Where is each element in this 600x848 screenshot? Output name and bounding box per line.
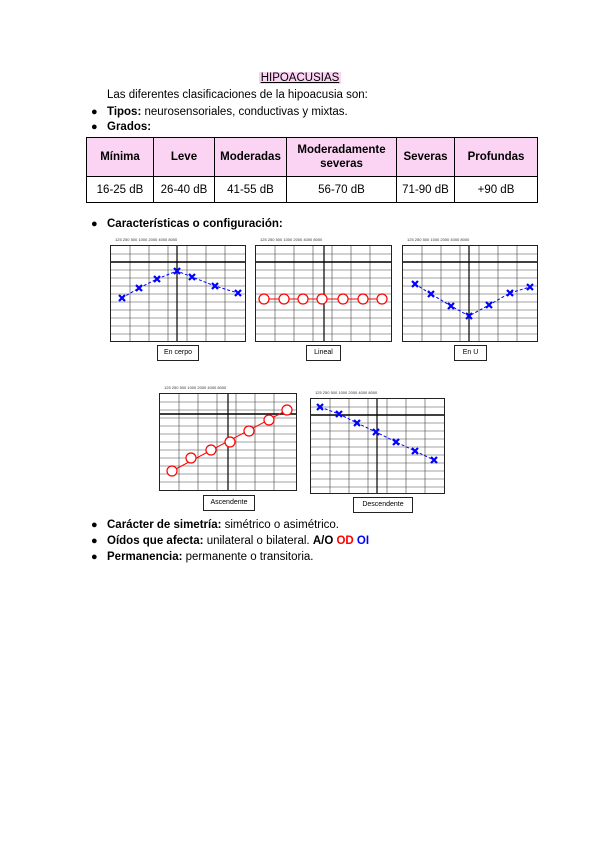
value-leve: 26-40 dB: [154, 177, 215, 203]
audiogram-ascendente-plot: [160, 394, 296, 490]
audiogram-en-u: 125 250 500 1000 2000 4000 8000: [402, 245, 538, 342]
page-title: HIPOACUSIAS: [260, 72, 340, 84]
oi-label: OI: [356, 535, 370, 547]
caption-descendente: Descendente: [353, 497, 413, 513]
bullet-grados: ● Grados:: [91, 121, 152, 133]
caption-ascendente: Ascendente: [203, 495, 255, 511]
audiogram-en-u-plot: [403, 246, 537, 341]
bullet-oidos: ● Oídos que afecta: unilateral o bilateral. A/O OD OI: [91, 535, 370, 547]
caption-en-u: En U: [454, 345, 487, 361]
header-moderadamente-severas: Moderadamente severas: [287, 138, 397, 177]
bullet-simetria: ● Carácter de simetría: simétrico o asimétrico.: [91, 519, 340, 531]
intro-text: Las diferentes clasificaciones de la hipoacusia son:: [107, 89, 368, 101]
bullet-tipos: ● Tipos: neurosensoriales, conductivas y mixtas.: [91, 106, 348, 118]
value-severas: 71-90 dB: [397, 177, 455, 203]
audiogram-en-cerpo-plot: [111, 246, 245, 341]
audiogram-descendente: 125 250 500 1000 2000 4000 8000: [310, 398, 445, 494]
header-profundas: Profundas: [455, 138, 538, 177]
bullet-caracteristicas: ● Características o configuración:: [91, 218, 283, 230]
caption-en-cerpo: En cerpo: [157, 345, 199, 361]
value-moderadamente-severas: 56-70 dB: [287, 177, 397, 203]
audiogram-en-cerpo: 125 250 500 1000 2000 4000 8000: [110, 245, 246, 342]
value-profundas: +90 dB: [455, 177, 538, 203]
header-minima: Mínima: [87, 138, 154, 177]
audiogram-lineal: 125 250 500 1000 2000 4000 8000: [255, 245, 392, 342]
audiogram-ascendente: 125 250 500 1000 2000 4000 8000: [159, 393, 297, 491]
grades-table: [86, 137, 538, 203]
audiogram-descendente-plot: [311, 399, 444, 493]
header-leve: Leve: [154, 138, 215, 177]
value-moderadas: 41-55 dB: [215, 177, 287, 203]
header-severas: Severas: [397, 138, 455, 177]
bullet-permanencia: ● Permanencia: permanente o transitoria.: [91, 551, 314, 563]
audiogram-lineal-plot: [256, 246, 391, 341]
value-minima: 16-25 dB: [87, 177, 154, 203]
header-moderadas: Moderadas: [215, 138, 287, 177]
caption-lineal: Lineal: [306, 345, 341, 361]
od-label: OD: [336, 535, 354, 547]
